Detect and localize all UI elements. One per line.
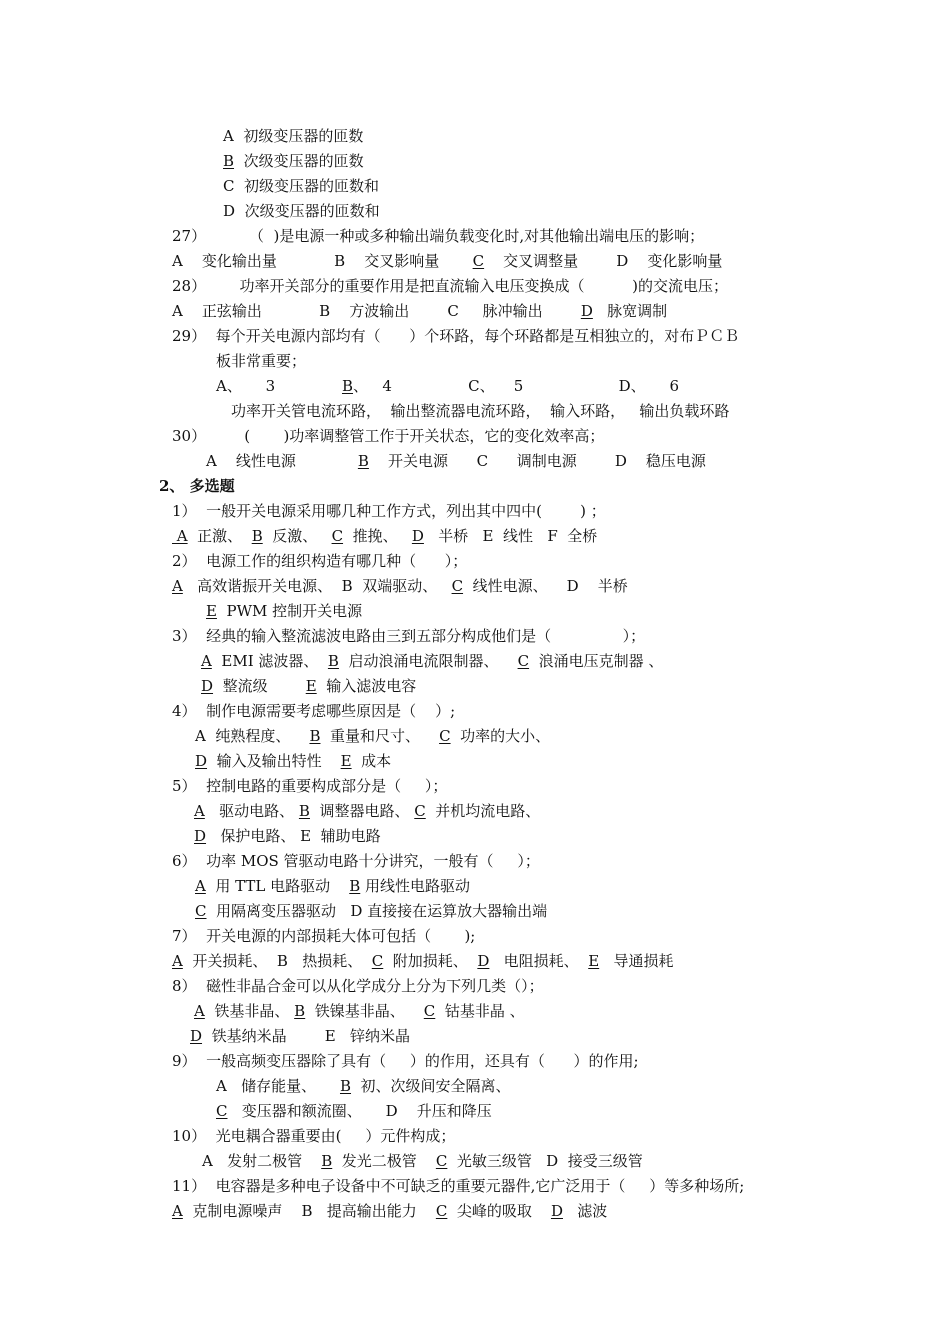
text-line: [223, 201, 380, 221]
text-segment: PWM 控制开关电源: [216, 602, 363, 620]
answer-option-letter: B: [309, 727, 321, 745]
text-segment: 调整器电路、: [309, 802, 415, 820]
text-segment: 用隔离变压器驱动 D 直接接在运算放大器输出端: [206, 902, 548, 920]
answer-option-letter: B: [321, 1152, 333, 1170]
text-segment: 滤波: [562, 1202, 608, 1220]
answer-option-letter: D: [411, 527, 424, 545]
answer-option-letter: B: [357, 452, 369, 470]
text-segment: 重量和尺寸、: [320, 727, 440, 745]
text-line: [172, 576, 628, 596]
text-line: [172, 251, 722, 271]
answer-option-letter: C: [216, 1102, 228, 1120]
text-segment: 10） 光电耦合器重要由( ）元件构成；: [172, 1127, 456, 1145]
text-segment: 钴基非晶 、: [435, 1002, 525, 1020]
answer-option-letter: A: [194, 802, 205, 820]
text-line: [223, 151, 364, 171]
text-line: [190, 1026, 410, 1046]
text-segment: 开关电源 C 调制电源 D 稳压电源: [368, 452, 706, 470]
text-line: [172, 776, 447, 796]
text-segment: 半桥 E 线性 F 全桥: [423, 527, 598, 545]
answer-option-letter: C: [423, 1002, 436, 1020]
text-segment: 导通损耗: [599, 952, 674, 970]
answer-option-letter: B: [339, 1077, 352, 1095]
text-segment: A 纯熟程度、: [195, 727, 310, 745]
text-segment: 并机均流电路、: [425, 802, 541, 820]
text-segment: 11） 电容器是多种电子设备中不可缺乏的重要元器件,它广泛用于（ ）等多种场所;: [172, 1177, 745, 1195]
text-segment: 高效谐振开关电源、 B 双端驱动、: [182, 577, 452, 595]
text-segment: 板非常重要；: [216, 352, 307, 370]
answer-option-letter: C: [371, 952, 384, 970]
text-segment: 附加损耗、: [383, 952, 478, 970]
answer-option-letter: A: [172, 952, 183, 970]
text-segment: 发光二极管: [332, 1152, 436, 1170]
text-segment: A 变化输出量 B 交叉影响量: [172, 252, 473, 270]
text-segment: D 次级变压器的匝数和: [223, 202, 380, 220]
text-segment: 尖峰的吸取: [447, 1202, 551, 1220]
text-segment: 交叉调整量 D 变化影响量: [484, 252, 723, 270]
answer-option-letter: A: [201, 652, 212, 670]
text-line: [195, 901, 547, 921]
text-line: [172, 926, 475, 946]
text-line: [216, 351, 306, 371]
text-line: [172, 1176, 744, 1196]
text-segment: 4） 制作电源需要考虑哪些原因是（ ）;: [172, 702, 456, 720]
text-line: [194, 826, 381, 846]
text-line: [172, 1126, 455, 1146]
text-segment: 驱动电路、: [204, 802, 299, 820]
text-segment: 铁镍基非晶、: [305, 1002, 424, 1020]
answer-option-letter: B: [294, 1002, 306, 1020]
text-segment: A、 3: [216, 377, 342, 395]
text-segment: 脉宽调制: [592, 302, 668, 320]
text-line: [172, 501, 606, 521]
answer-option-letter: A: [195, 877, 206, 895]
text-line: [172, 551, 467, 571]
text-segment: 次级变压器的匝数: [234, 152, 364, 170]
text-segment: 变压器和额流圈、 D 升压和降压: [227, 1102, 492, 1120]
text-segment: 28） 功率开关部分的重要作用是把直流输入电压变换成（ )的交流电压；: [172, 277, 728, 295]
text-segment: 铁基非晶、: [204, 1002, 295, 1020]
text-line: [201, 651, 663, 671]
answer-option-letter: A: [172, 527, 188, 545]
text-segment: 正激、: [187, 527, 252, 545]
answer-option-letter: D: [550, 1202, 563, 1220]
text-line: [172, 1051, 639, 1071]
text-line: [223, 126, 363, 146]
text-segment: A 正弦输出 B 方波输出 C 脉冲输出: [172, 302, 581, 320]
answer-option-letter: E: [206, 602, 217, 620]
text-line: [172, 1201, 607, 1221]
text-segment: 6） 功率 MOS 管驱动电路十分讲究，一般有（ ）；: [172, 852, 540, 870]
text-segment: 7） 开关电源的内部损耗大体可包括（ );: [172, 927, 476, 945]
text-segment: 铁基纳米晶 E 锌纳米晶: [202, 1027, 410, 1045]
answer-option-letter: B: [327, 652, 339, 670]
text-line: [206, 601, 362, 621]
answer-option-letter: A: [172, 1202, 183, 1220]
answer-option-letter: C: [414, 802, 426, 820]
text-segment: 功率开关管电流环路， 输出整流器电流环路， 输入环路， 输出负载环路: [231, 402, 730, 420]
text-segment: 电阻损耗、: [489, 952, 589, 970]
text-line: [172, 301, 667, 321]
text-segment: 输入滤波电容: [316, 677, 417, 695]
text-segment: 初、次级间安全隔离、: [351, 1077, 511, 1095]
text-line: [194, 801, 540, 821]
answer-option-letter: D: [201, 677, 214, 695]
text-segment: 30） ( )功率调整管工作于开关状态，它的变化效率高；: [172, 427, 605, 445]
answer-option-letter: C: [451, 577, 464, 595]
text-segment: 功率的大小、: [450, 727, 551, 745]
text-segment: 开关损耗、 B 热损耗、: [182, 952, 372, 970]
text-segment: 8） 磁性非晶合金可以从化学成分上分为下列几类（）；: [172, 977, 544, 995]
text-segment: EMI 滤波器、: [211, 652, 328, 670]
text-line: [172, 851, 540, 871]
text-segment: 整流级: [213, 677, 306, 695]
text-segment: A 线性电源: [206, 452, 358, 470]
answer-option-letter: B: [349, 877, 361, 895]
text-segment: A 发射二极管: [202, 1152, 322, 1170]
answer-option-letter: B: [298, 802, 310, 820]
text-line: [194, 1001, 525, 1021]
answer-option-letter: C: [331, 527, 344, 545]
answer-option-letter: A: [194, 1002, 205, 1020]
text-line: [172, 226, 704, 246]
answer-option-letter: E: [305, 677, 317, 695]
text-segment: 3） 经典的输入整流滤波电路由三到五部分构成他们是（ ）；: [172, 627, 646, 645]
text-segment: 9） 一般高频变压器除了具有（ ）的作用，还具有（ ）的作用;: [172, 1052, 639, 1070]
text-segment: 启动浪涌电流限制器、: [338, 652, 518, 670]
answer-option-letter: D: [477, 952, 490, 970]
text-line: [216, 1076, 511, 1096]
text-line: [195, 751, 391, 771]
answer-option-letter: C: [472, 252, 485, 270]
text-segment: 光敏三级管 D 接受三级管: [447, 1152, 643, 1170]
text-segment: 输入及输出特性: [207, 752, 341, 770]
text-line: [172, 276, 728, 296]
text-segment: 反激、: [262, 527, 332, 545]
answer-option-letter: C: [435, 1152, 448, 1170]
text-segment: 2、 多选题: [159, 477, 235, 495]
text-line: [206, 451, 706, 471]
text-line: [195, 726, 550, 746]
answer-option-letter: B: [223, 152, 235, 170]
text-line: [202, 1151, 643, 1171]
text-line: [216, 376, 679, 396]
answer-option-letter: D: [195, 752, 208, 770]
text-segment: 线性电源、 D 半桥: [463, 577, 628, 595]
answer-option-letter: C: [435, 1202, 448, 1220]
answer-option-letter: B: [341, 377, 354, 395]
text-line: [159, 476, 235, 496]
text-line: [172, 701, 455, 721]
text-segment: 5） 控制电路的重要构成部分是（ ）；: [172, 777, 448, 795]
text-segment: 用线性电路驱动: [360, 877, 471, 895]
text-line: [216, 1101, 492, 1121]
text-segment: 浪涌电压克制器 、: [529, 652, 664, 670]
text-segment: 保护电路、 E 辅助电路: [206, 827, 381, 845]
text-line: [201, 676, 416, 696]
text-segment: 、 4 C、 5 D、 6: [353, 377, 680, 395]
text-line: [172, 951, 673, 971]
text-segment: 1） 一般开关电源采用哪几种工作方式，列出其中四中( ) ；: [172, 502, 606, 520]
answer-option-letter: D: [190, 1027, 203, 1045]
text-segment: 29） 每个开关电源内部均有（ ）个环路，每个环路都是互相独立的，对布ＰＣＢ: [172, 327, 740, 345]
answer-option-letter: E: [588, 952, 600, 970]
text-line: [172, 326, 739, 346]
answer-option-letter: E: [340, 752, 352, 770]
text-segment: A 储存能量、: [216, 1077, 340, 1095]
text-segment: 27） （ )是电源一种或多种输出端负载变化时,对其他输出端电压的影响；: [172, 227, 705, 245]
text-line: [172, 426, 604, 446]
answer-option-letter: C: [195, 902, 207, 920]
text-segment: 克制电源噪声 B 提高输出能力: [182, 1202, 436, 1220]
text-segment: A 初级变压器的匝数: [223, 127, 364, 145]
answer-option-letter: A: [172, 577, 183, 595]
text-line: [195, 876, 470, 896]
text-line: [172, 526, 597, 546]
answer-option-letter: D: [194, 827, 207, 845]
answer-option-letter: B: [251, 527, 263, 545]
text-segment: 成本: [351, 752, 392, 770]
answer-option-letter: C: [517, 652, 530, 670]
text-line: [172, 626, 645, 646]
text-line: [223, 176, 379, 196]
text-segment: 用 TTL 电路驱动: [205, 877, 350, 895]
text-segment: 推挽、: [343, 527, 412, 545]
answer-option-letter: D: [580, 302, 593, 320]
text-line: [231, 401, 729, 421]
text-segment: C 初级变压器的匝数和: [223, 177, 380, 195]
answer-option-letter: C: [439, 727, 451, 745]
text-line: [172, 976, 544, 996]
text-segment: 2） 电源工作的组织构造有哪几种（ ）；: [172, 552, 468, 570]
